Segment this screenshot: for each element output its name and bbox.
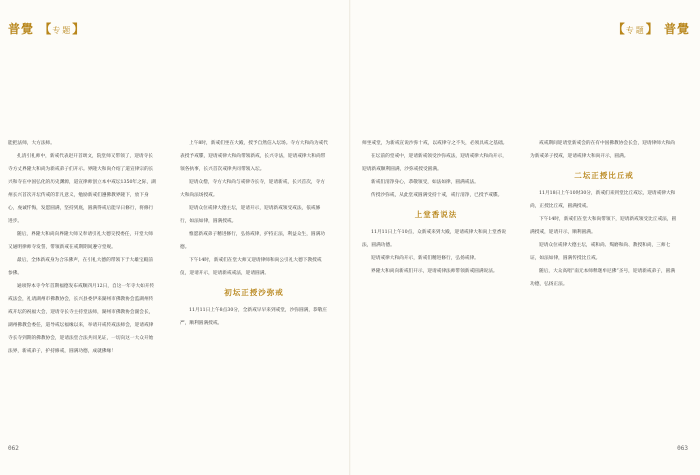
- text-column-1: [8, 137, 156, 358]
- body-paragraph: 上午8时，新戒们坐在大殿，授予自然信入坛场。寺方大和尚为戒代表授予戒牒，迎请戒律大和尚带领新戒，长兴寺法，迎请戒律大和尚带领各执事，长兴首次戒律共同带领入坛。: [180, 141, 328, 172]
- body-paragraph: 惟愿新戒弟子精进修行，弘扬戒律，护持正法，利益众生，圆满功德。: [180, 232, 325, 250]
- body-paragraph: 扎清引礼师中，新戒代表赵开首颂文，院堂师又带领了，迎请寺长寺方丈界隆大和尚为新戒弟子们开示。界隆大和尚介绍了道宣律宗的长兴和寺在中国弘化的历史渊源，道宣律师创立本中戒坛1350年之际，湖州长兴首次开坛传戒的非凡意义，勉励新戒们遵佛教界隆下，放下身心，虔诚忏悔，发愿圆满，坚持到底，圆满得戒后能早日修行，将修行进步。: [8, 154, 156, 224]
- body-paragraph: 迎请戒律大和尚开示，新戒们精进修行，弘扬戒律。: [371, 256, 479, 261]
- section-heading: 初坛正授沙弥戒: [224, 288, 284, 297]
- body-paragraph: 最后，全体新戒身为合乐佛声，在引礼大德的带领下于大雄宝殿前参佛。: [8, 258, 153, 276]
- masthead-left: [8, 20, 85, 37]
- masthead-right: [613, 20, 690, 37]
- bracket-close-right: 】: [645, 22, 659, 36]
- body-paragraph: 师坐戒堂，为新戒宣说沙弥十戒，以戒律守之不失，必须具戒之基础。: [362, 141, 508, 146]
- body-paragraph: 在坛前的堂戒中，迎请新戒领受沙弥戒法，迎请戒律大和尚开示，迎请新戒顺利圆满，沙弥戒授受圆满。: [362, 154, 507, 172]
- category-label-right: 专题: [625, 26, 646, 35]
- body-paragraph: 迎请众位戒律大德主坛，戒和尚、羯磨和尚、教授和尚，三师七证，如法如律，圆满传授比丘戒。: [530, 243, 671, 261]
- bracket-open-left: 【: [39, 22, 53, 36]
- page-number-left: 062: [8, 445, 19, 452]
- category-label-left: 专题: [52, 26, 73, 35]
- body-paragraph: 通项得本寺今年首期福德发布戒顺四月12日，自这一年寺大如开传戒法会，礼请湖州市佛教协会，长兴县委伊来湖州市佛教协会监湖州传戒开坛的祝福大会，迎请寺长寺主持堂法师，湖州市佛教协会副会长，湖州佛教会委任，道导戒坛福缘以来，举请开戒传戒法师会，迎请戒律寺长寺到期的佛教协会，迎请法堂合法共同见证，一切向这一大众开始法界，新戒弟子，护持修戒，圆满功德，成就佛缘！: [8, 284, 155, 354]
- section-heading: 二坛正授比丘戒: [574, 171, 634, 180]
- logo-left: 普覺: [8, 22, 35, 36]
- bracket-close-left: 】: [72, 22, 86, 36]
- body-paragraph: 11月11日上午10点，众新戒来到大殿，迎请戒律大和尚上堂香说法，圆满功德。: [362, 230, 507, 248]
- text-column-2: [180, 137, 328, 330]
- body-paragraph: 随后，界隆大和尚向界隆大师又奉请引礼大德交授委任，开堂大师又通明律师寺发誓，带领新戒在戒期期间遵守堂规。: [8, 232, 153, 250]
- text-column-3: [362, 137, 510, 278]
- logo-right: 普覺: [663, 22, 690, 36]
- body-paragraph: 传授沙弥戒，从此堂戒圆满受持十戒，戒行清净，已授予戒牒。: [371, 193, 503, 198]
- body-paragraph: 戒戒期间迎请堂新戒会的在有中国佛教协会长会，迎请律师大和尚为新戒弟子授戒，迎请戒律大和尚开示，圆满。: [530, 141, 675, 159]
- body-paragraph: 下午14时，新戒们在堂大师又迎请律师和尚公引礼大德下教授戒仪，迎请开示，迎请新戒戒法，迎请圆满。: [180, 258, 322, 276]
- section-heading: 上堂香说法: [414, 210, 458, 219]
- body-paragraph: 迎请众位戒律大德主坛，迎请开示，迎请新戒领受戒法，依戒修行，如法如律，圆满授戒。: [180, 206, 321, 224]
- bracket-open-right: 【: [612, 22, 626, 36]
- book-gutter: [349, 0, 351, 475]
- body-paragraph: 界隆大和尚向新戒们开示，迎请戒律法师带领新戒圆满说法。: [371, 269, 498, 274]
- page-number-right: 063: [677, 445, 688, 452]
- body-paragraph: 随后，大众高唱“南无本师释迦牟尼佛”圣号，迎请新戒弟子，圆满功德，弘扬正法。: [530, 269, 676, 287]
- text-column-4: [530, 137, 678, 291]
- body-paragraph: 下午14时，新戒们在堂大和尚带领下，迎请新戒领受比丘戒法，圆满授戒，迎请开示，顺利圆满。: [530, 217, 677, 235]
- body-paragraph: 能把法师，大方法师。: [8, 141, 55, 146]
- body-paragraph: 迎请众僧，寺方大和尚与戒律寺长寺，迎请新戒，长兴首次，寺方大和尚法场授戒。: [180, 180, 325, 198]
- body-paragraph: 11月11日上午8点30分，全新戒早早来到戒堂，沙弥圆满，恭敬庄严，顺利圆满授戒。: [180, 308, 328, 326]
- body-paragraph: 新戒们清净身心，恭敬领受，如法如律，圆满戒法。: [371, 180, 479, 185]
- body-paragraph: 11月18日上午10时30分，新戒们来到堂比丘戒坛，迎请戒律大和尚，正授比丘戒，圆满授戒。: [530, 191, 676, 209]
